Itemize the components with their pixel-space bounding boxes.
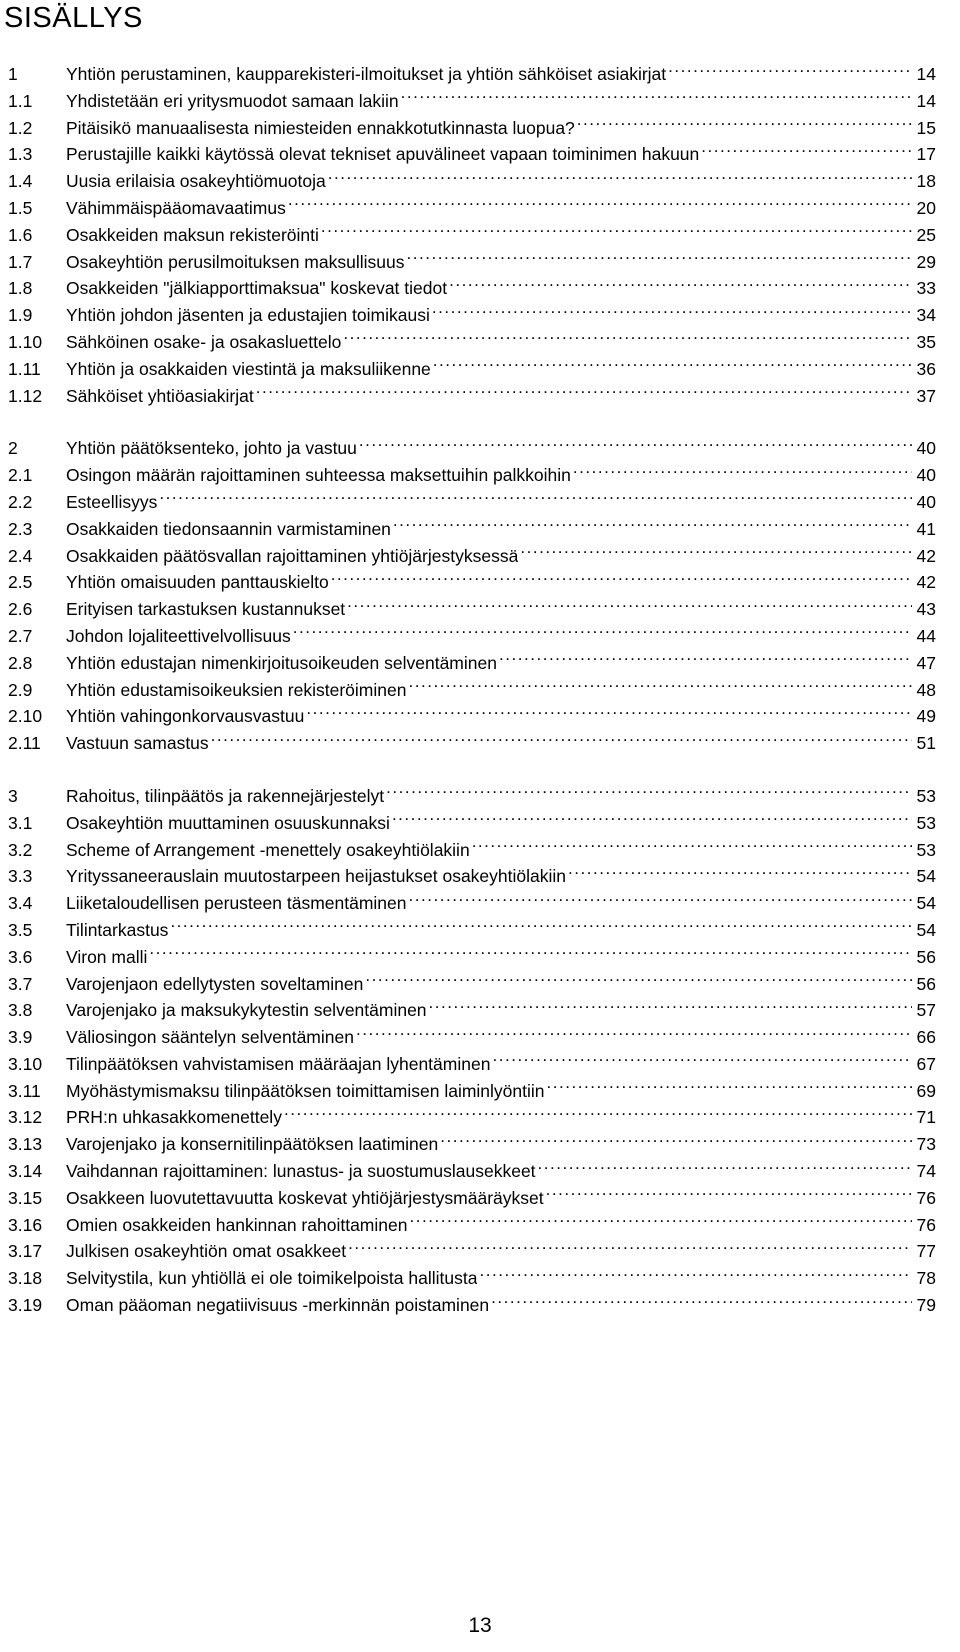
- toc-entry[interactable]: [8, 569, 936, 596]
- toc-dot-leader: [406, 250, 912, 268]
- toc-entry-title: Sähköinen osake- ja osakasluettelo: [66, 331, 342, 352]
- toc-entry-page: 25: [916, 224, 936, 245]
- toc-entry-number: 3.16: [8, 1214, 43, 1235]
- toc-entry-page: 14: [916, 64, 936, 84]
- toc-entry[interactable]: [8, 88, 936, 115]
- toc-entry-title: Selvitystila, kun yhtiöllä ei ole toimikelpoista hallitusta: [66, 1268, 478, 1289]
- toc-entry-number: 2.11: [8, 733, 41, 754]
- toc-section-3: [8, 783, 936, 1319]
- toc-entry-page: 73: [916, 1134, 936, 1155]
- toc-dot-leader: [293, 624, 912, 642]
- toc-entry-page: 33: [916, 278, 936, 299]
- toc-entry-title: PRH:n uhkasakkomenettely: [66, 1107, 282, 1128]
- toc-entry[interactable]: [8, 623, 936, 650]
- toc-entry-title: Osingon määrän rajoittaminen suhteessa maksettuihin palkkoihin: [66, 465, 571, 486]
- toc-entry-number: 1.2: [8, 117, 33, 138]
- toc-dot-leader: [492, 1052, 912, 1070]
- toc-entry-page: 54: [916, 866, 936, 887]
- toc-entry-title: Osakkeiden maksun rekisteröinti: [66, 224, 319, 245]
- toc-entry-number: 2.10: [8, 706, 43, 727]
- toc-entry-page: 15: [916, 117, 936, 138]
- toc-dot-leader: [393, 517, 912, 535]
- toc-entry-title: Rahoitus, tilinpäätös ja rakennejärjestelyt: [66, 785, 385, 806]
- toc-entry-title: Vaihdannan rajoittaminen: lunastus- ja suostumuslausekkeet: [66, 1161, 536, 1182]
- toc-dot-leader: [409, 892, 913, 910]
- toc-entry-number: 3.18: [8, 1268, 43, 1289]
- toc-entry-title: Johdon lojaliteettivelvollisuus: [66, 625, 291, 646]
- toc-entry-number: 3.10: [8, 1053, 43, 1074]
- toc-entry-title: Osakkaiden tiedonsaannin varmistaminen: [66, 518, 391, 539]
- toc-entry-number: 3.4: [8, 893, 33, 914]
- toc-dot-leader: [392, 811, 912, 829]
- toc-entry-page: 29: [916, 251, 936, 272]
- toc-entry-page: 56: [916, 973, 936, 994]
- toc-entry-title: Yhtiön ja osakkaiden viestintä ja maksuliikenne: [66, 358, 431, 379]
- toc-entry-number: 3.14: [8, 1161, 43, 1182]
- toc-entry[interactable]: [8, 168, 936, 195]
- toc-entry-title: Yhtiön omaisuuden panttauskielto: [66, 572, 329, 593]
- toc-dot-leader: [347, 598, 912, 616]
- toc-entry[interactable]: [8, 356, 936, 383]
- toc-entry[interactable]: [8, 329, 936, 356]
- toc-dot-leader: [401, 89, 912, 107]
- toc-entry[interactable]: [8, 1024, 936, 1051]
- toc-dot-leader: [331, 571, 912, 589]
- toc-entry-number: 1.12: [8, 385, 43, 406]
- toc-entry[interactable]: [8, 863, 936, 890]
- toc-entry[interactable]: [8, 489, 936, 516]
- toc-dot-leader: [408, 678, 912, 696]
- toc-entry-page: 76: [916, 1187, 936, 1208]
- toc-entry-page: 18: [916, 171, 936, 192]
- toc-entry-number: 1.4: [8, 171, 33, 192]
- toc-dot-leader: [499, 651, 912, 669]
- toc-entry[interactable]: [8, 890, 936, 917]
- toc-entry-title: Yhtiön edustamisoikeuksien rekisteröiminen: [66, 679, 407, 700]
- toc-entry-page: 44: [916, 625, 936, 646]
- toc-dot-leader: [568, 865, 912, 883]
- toc-entry-title: Esteellisyys: [66, 491, 158, 512]
- toc-dot-leader: [472, 838, 912, 856]
- page-number: 13: [468, 1614, 492, 1637]
- toc-entry[interactable]: [8, 944, 936, 971]
- toc-entry-title: Liiketaloudellisen perusteen täsmentäminen: [66, 893, 407, 914]
- toc-entry-page: 17: [916, 144, 936, 165]
- toc-entry[interactable]: [8, 997, 936, 1024]
- toc-entry-number: 2.7: [8, 625, 33, 646]
- toc-dot-leader: [538, 1160, 912, 1178]
- toc-entry-number: 1.6: [8, 224, 33, 245]
- toc-dot-leader: [520, 544, 912, 562]
- toc-entry-title: Vastuun samastus: [66, 733, 209, 754]
- toc-entry[interactable]: [8, 141, 936, 168]
- toc-dot-leader: [288, 196, 912, 214]
- toc-entry-title: Väliosingon sääntelyn selventäminen: [66, 1027, 354, 1048]
- toc-entry[interactable]: [8, 115, 936, 142]
- toc-entry-page: 14: [916, 90, 936, 111]
- toc-entry-number: 2.9: [8, 679, 33, 700]
- toc-entry-title: Julkisen osakeyhtiön omat osakkeet: [66, 1241, 347, 1262]
- toc-entry-number: 1.10: [8, 331, 43, 352]
- toc-entry-page: 48: [916, 679, 936, 700]
- toc-entry-number: 1.3: [8, 144, 33, 165]
- toc-entry[interactable]: [8, 1104, 936, 1131]
- toc-dot-leader: [440, 1133, 912, 1151]
- toc-entry-page: 51: [916, 733, 936, 754]
- toc-entry[interactable]: [8, 730, 936, 757]
- toc-entry-page: 77: [916, 1241, 936, 1262]
- toc-entry-title: Varojenjako ja maksukykytestin selventäminen: [66, 1000, 427, 1021]
- toc-entry-number: 3.6: [8, 946, 33, 967]
- toc-entry-number: 2.2: [8, 491, 33, 512]
- toc-entry[interactable]: [8, 1238, 936, 1265]
- toc-entry-number: 2.6: [8, 599, 33, 620]
- toc-entry[interactable]: [8, 435, 936, 462]
- toc-entry[interactable]: [8, 1051, 936, 1078]
- toc-entry-number: 3.19: [8, 1295, 43, 1316]
- toc-entry-page: 69: [916, 1080, 936, 1101]
- toc-entry-page: 67: [916, 1053, 936, 1074]
- toc-dot-leader: [284, 1106, 912, 1124]
- toc-dot-leader: [348, 1240, 912, 1258]
- toc-entry[interactable]: [8, 837, 936, 864]
- toc-entry-page: 76: [916, 1214, 936, 1235]
- toc-entry-title: Yhdistetään eri yritysmuodot samaan lakiin: [66, 90, 399, 111]
- toc-entry[interactable]: [8, 1212, 936, 1239]
- toc-entry-page: 20: [916, 197, 936, 218]
- toc-dot-leader: [429, 999, 912, 1017]
- toc-entry[interactable]: [8, 650, 936, 677]
- toc-entry-page: 78: [916, 1268, 936, 1289]
- toc-dot-leader: [328, 170, 912, 188]
- toc-entry-title: Varojenjaon edellytysten soveltaminen: [66, 973, 364, 994]
- toc-dot-leader: [491, 1294, 912, 1312]
- toc-dot-leader: [306, 705, 912, 723]
- toc-dot-leader: [547, 1079, 912, 1097]
- toc-entry-number: 2: [8, 438, 18, 459]
- toc-entry-number: 3.15: [8, 1187, 43, 1208]
- toc-entry-title: Yhtiön edustajan nimenkirjoitusoikeuden selventäminen: [66, 652, 497, 673]
- toc-entry[interactable]: [8, 917, 936, 944]
- toc-dot-leader: [573, 464, 912, 482]
- toc-entry-number: 2.1: [8, 465, 33, 486]
- toc-entry-title: Omien osakkeiden hankinnan rahoittaminen: [66, 1214, 408, 1235]
- toc-section-2: [8, 435, 936, 757]
- toc-entry[interactable]: [8, 249, 936, 276]
- toc-entry-title: Vähimmäispääomavaatimus: [66, 197, 286, 218]
- toc-dot-leader: [668, 63, 912, 81]
- toc-entry-page: 53: [916, 839, 936, 860]
- toc-dot-leader: [149, 945, 912, 963]
- toc-dot-leader: [546, 1186, 912, 1204]
- toc-entry-title: Pitäisikö manuaalisesta nimiesteiden ennakkotutkinnasta luopua?: [66, 117, 575, 138]
- toc-entry-number: 1: [8, 64, 18, 84]
- toc-entry[interactable]: [8, 596, 936, 623]
- toc-entry[interactable]: [8, 1265, 936, 1292]
- toc-dot-leader: [433, 357, 912, 375]
- toc-entry-page: 56: [916, 946, 936, 967]
- toc-entry-title: Yhtiön päätöksenteko, johto ja vastuu: [66, 438, 357, 459]
- toc-entry[interactable]: [8, 516, 936, 543]
- toc-entry-number: 2.5: [8, 572, 33, 593]
- toc-entry-page: 40: [916, 491, 936, 512]
- toc-entry-title: Yhtiön vahingonkorvausvastuu: [66, 706, 305, 727]
- toc-entry-number: 1.7: [8, 251, 33, 272]
- toc-entry-page: 42: [916, 545, 936, 566]
- toc-dot-leader: [386, 784, 912, 802]
- toc-entry[interactable]: [8, 1185, 936, 1212]
- toc-entry-title: Osakeyhtiön muuttaminen osuuskunnaksi: [66, 812, 390, 833]
- toc-entry-page: 53: [916, 785, 936, 806]
- toc-entry-number: 3.13: [8, 1134, 43, 1155]
- toc-entry-title: Erityisen tarkastuksen kustannukset: [66, 599, 346, 620]
- toc-dot-leader: [321, 223, 912, 241]
- toc-entry-number: 3.8: [8, 1000, 33, 1021]
- toc-entry-page: 66: [916, 1027, 936, 1048]
- toc-dot-leader: [365, 972, 912, 990]
- toc-entry[interactable]: [8, 222, 936, 249]
- toc-entry[interactable]: [8, 971, 936, 998]
- toc-dot-leader: [359, 437, 912, 455]
- toc-section-1: [8, 61, 936, 409]
- toc-entry-title: Osakeyhtiön perusilmoituksen maksullisuus: [66, 251, 405, 272]
- toc-dot-leader: [449, 277, 912, 295]
- toc-entry-page: 40: [916, 438, 936, 459]
- toc-entry[interactable]: [8, 61, 936, 88]
- toc-dot-leader: [159, 490, 912, 508]
- toc-entry-number: 3.3: [8, 866, 33, 887]
- toc-entry-page: 57: [916, 1000, 936, 1021]
- toc-entry-title: Perustajille kaikki käytössä olevat tekniset apuvälineet vapaan toiminimen hakuun: [66, 144, 700, 165]
- toc-entry-title: Osakkeen luovutettavuutta koskevat yhtiöjärjestysmääräykset: [66, 1187, 544, 1208]
- toc-entry[interactable]: [8, 677, 936, 704]
- toc-entry-page: 49: [916, 706, 936, 727]
- toc-entry-page: 43: [916, 599, 936, 620]
- toc-entry-number: 2.8: [8, 652, 33, 673]
- toc-entry-number: 3.2: [8, 839, 33, 860]
- toc-dot-leader: [170, 918, 912, 936]
- toc-dot-leader: [211, 732, 912, 750]
- toc-entry-page: 41: [916, 518, 936, 539]
- toc-entry[interactable]: [8, 703, 936, 730]
- toc-entry-title: Yrityssaneerauslain muutostarpeen heijastukset osakeyhtiölakiin: [66, 866, 566, 887]
- toc-entry-title: Varojenjako ja konsernitilinpäätöksen laatiminen: [66, 1134, 439, 1155]
- toc-entry-page: 36: [916, 358, 936, 379]
- toc-entry-number: 3.17: [8, 1241, 43, 1262]
- toc-entry-title: Osakkeiden "jälkiapporttimaksua" koskevat tiedot: [66, 278, 448, 299]
- toc-entry-title: Myöhästymismaksu tilinpäätöksen toimittamisen laiminlyöntiin: [66, 1080, 545, 1101]
- toc-entry[interactable]: [8, 1131, 936, 1158]
- toc-entry[interactable]: [8, 1078, 936, 1105]
- toc-entry-number: 3.5: [8, 919, 33, 940]
- toc-entry-number: 1.8: [8, 278, 33, 299]
- toc-entry-page: 74: [916, 1161, 936, 1182]
- toc-entry[interactable]: [8, 810, 936, 837]
- toc-entry-page: 53: [916, 812, 936, 833]
- toc-entry-title: Tilinpäätöksen vahvistamisen määräajan lyhentäminen: [66, 1053, 491, 1074]
- toc-entry-number: 3.11: [8, 1080, 41, 1101]
- toc-entry-title: Sähköiset yhtiöasiakirjat: [66, 385, 254, 406]
- toc-entry[interactable]: [8, 543, 936, 570]
- toc-entry-page: 35: [916, 331, 936, 352]
- toc-entry-title: Uusia erilaisia osakeyhtiömuotoja: [66, 171, 326, 192]
- toc-entry-page: 34: [916, 305, 936, 326]
- toc-dot-leader: [479, 1267, 912, 1285]
- toc-entry-number: 1.5: [8, 197, 33, 218]
- toc-entry-page: 79: [916, 1295, 936, 1316]
- toc-entry-page: 42: [916, 572, 936, 593]
- toc-dot-leader: [577, 116, 912, 134]
- page-title: SISÄLLYS: [4, 2, 143, 34]
- toc-entry-number: 3.9: [8, 1027, 33, 1048]
- toc-entry-title: Scheme of Arrangement -menettely osakeyhtiölakiin: [66, 839, 470, 860]
- toc-entry[interactable]: [8, 783, 936, 810]
- toc-entry-page: 54: [916, 919, 936, 940]
- toc-entry-number: 1.1: [8, 90, 33, 111]
- toc-dot-leader: [432, 304, 912, 322]
- toc-entry[interactable]: [8, 462, 936, 489]
- toc-entry-title: Yhtiön johdon jäsenten ja edustajien toimikausi: [66, 305, 430, 326]
- toc-dot-leader: [701, 143, 912, 161]
- toc-entry-page: 71: [916, 1107, 936, 1128]
- toc-entry-title: Yhtiön perustaminen, kaupparekisteri-ilmoitukset ja yhtiön sähköiset asiakirjat: [66, 64, 667, 84]
- toc-entry-number: 2.3: [8, 518, 33, 539]
- toc-entry[interactable]: [8, 302, 936, 329]
- toc-entry-title: Viron malli: [66, 946, 148, 967]
- toc-entry-number: 3.7: [8, 973, 33, 994]
- toc-dot-leader: [343, 330, 912, 348]
- toc-entry-number: 3.12: [8, 1107, 43, 1128]
- toc-entry-number: 3: [8, 785, 18, 806]
- toc-dot-leader: [356, 1026, 912, 1044]
- toc-entry-title: Osakkaiden päätösvallan rajoittaminen yhtiöjärjestyksessä: [66, 545, 519, 566]
- toc-entry-number: 2.4: [8, 545, 33, 566]
- toc-dot-leader: [256, 384, 912, 402]
- toc-entry-page: 54: [916, 893, 936, 914]
- toc-entry[interactable]: [8, 1292, 936, 1319]
- toc-entry-number: 1.11: [8, 358, 41, 379]
- toc-entry-page: 47: [916, 652, 936, 673]
- toc-entry-page: 37: [916, 385, 936, 406]
- toc-dot-leader: [409, 1213, 912, 1231]
- toc-entry-title: Oman pääoman negatiivisuus -merkinnän poistaminen: [66, 1295, 490, 1316]
- toc-entry-title: Tilintarkastus: [66, 919, 169, 940]
- toc-entry-number: 3.1: [8, 812, 33, 833]
- toc-entry[interactable]: [8, 383, 936, 410]
- toc-entry[interactable]: [8, 195, 936, 222]
- toc-entry-number: 1.9: [8, 305, 33, 326]
- toc-entry-page: 40: [916, 465, 936, 486]
- toc-entry[interactable]: [8, 275, 936, 302]
- toc-entry[interactable]: [8, 1158, 936, 1185]
- table-of-contents: [8, 61, 936, 1319]
